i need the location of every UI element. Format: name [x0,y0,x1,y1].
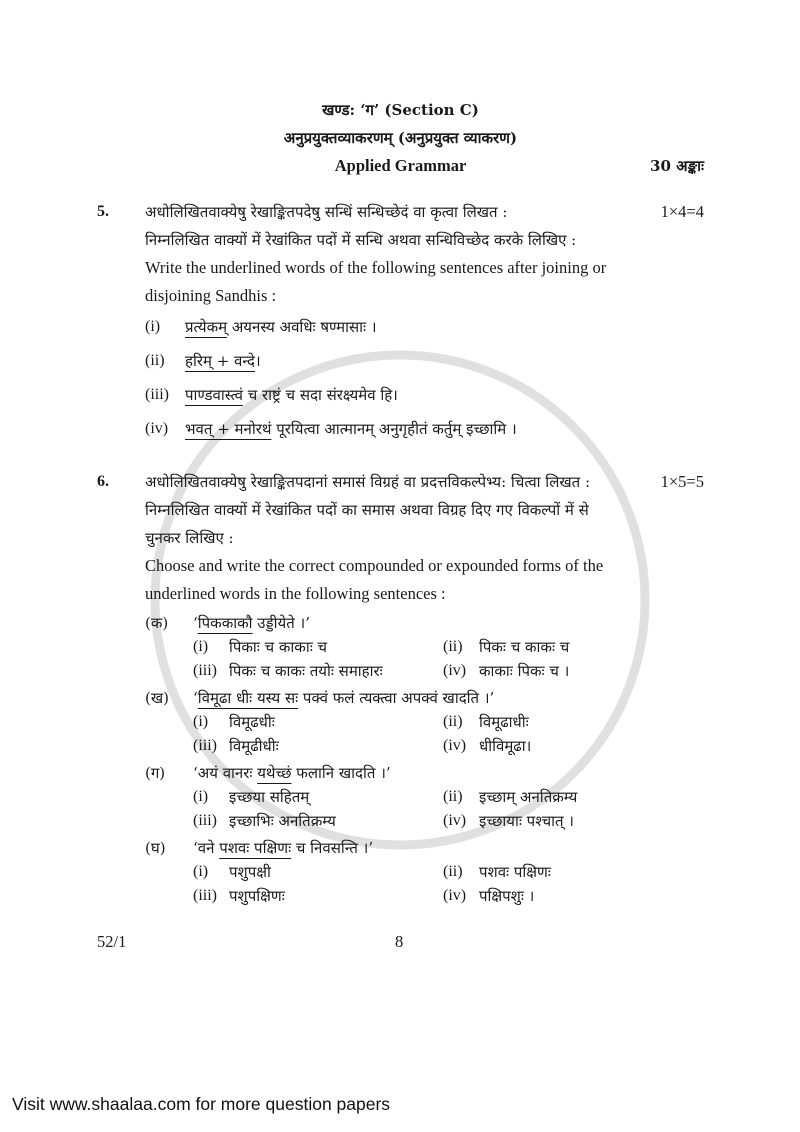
option-label: (ii) [443,788,463,805]
total-marks: 30 अङ्काः [650,157,705,175]
q5-marks: 1×4=4 [660,202,704,221]
option-text: पक्षिपशुः । [479,887,535,905]
underlined-word: हरिम् + वन्दे [185,352,255,370]
item-label: (i) [145,318,161,335]
option-label: (ii) [443,713,463,730]
q6-part-sentence [193,688,704,708]
option [193,884,435,908]
option-text: पशुपक्षी [229,863,271,881]
q6-part-sentence [193,763,704,783]
option-label: (i) [193,638,209,655]
option-grid [145,635,704,683]
part-label: (क) [145,614,169,632]
option-label: (iv) [443,737,467,754]
item-label: (iii) [145,386,169,403]
sentence-prefix: ‘वने [193,839,220,857]
option-text: पिकाः च काकाः च [229,638,328,656]
q5-english-line1: Write the underlined words of the following sentences after joining or [145,258,607,277]
option-grid [145,860,704,908]
option-text: पशवः पक्षिणः [479,863,551,881]
option-text: इच्छायाः पश्चात् । [479,812,574,830]
item-rest: च राष्ट्रं च सदा संरक्ष्यमेव हि। [242,386,398,404]
english-title: Applied Grammar [334,156,467,175]
option-text: विमूढधीः [229,713,275,731]
underlined-word: पाण्डवास्त्वं [185,386,243,404]
option [443,659,704,683]
paper-code: 52/1 [97,932,127,951]
sentence-prefix: ‘अयं वानरः [193,764,258,782]
q6-sanskrit: अधोलिखितवाक्येषु रेखाङ्कितपदानां समासं विग्रहं वा प्रदत्तविकल्पेभ्य: चित्वा लिखत : [145,473,591,491]
underlined-word: भवत् + मनोरथं [185,420,272,438]
sentence-rest: उड्डीयेते ।’ [252,614,311,632]
title-row [97,152,704,180]
option-label: (iv) [443,812,467,829]
q6-part [145,683,704,710]
q6-part [145,833,704,860]
sentence-rest: च निवसन्ति ।’ [291,839,374,857]
q6-part [145,758,704,785]
option [443,884,704,908]
option-text: इच्छाभिः अनतिक्रम्य [229,812,336,830]
q6-parts [97,608,704,908]
item-rest: अयनस्य अवधिः षण्मासाः । [227,318,377,336]
option [443,635,704,659]
visit-link[interactable]: Visit www.shaalaa.com for more question papers [12,1094,391,1114]
option-grid [145,785,704,833]
underlined-word: पिककाकौ [197,614,253,632]
option-label: (i) [193,863,209,880]
option-label: (iii) [193,662,217,679]
part-label: (ग) [145,764,166,782]
page-footer [97,928,704,956]
q6-part [145,608,704,635]
option [443,860,704,884]
subject-heading: अनुप्रयुक्तव्याकरणम् (अनुप्रयुक्त व्याकरण) [283,129,518,147]
option [193,785,435,809]
option-text: इच्छाम् अनतिक्रम्य [479,788,578,806]
option [443,734,704,758]
option-label: (iii) [193,887,217,904]
option-label: (iii) [193,737,217,754]
option [443,710,704,734]
sentence-rest: फलानि खादति ।’ [291,764,391,782]
underlined-word: विमूढा धीः यस्य सः [197,689,299,707]
item-rest: । [255,352,261,370]
item-label: (ii) [145,352,165,369]
page-number: 8 [395,932,404,951]
q6-heading [97,468,704,496]
q6-english-line1: Choose and write the correct compounded or expounded forms of the [145,556,604,575]
option [193,635,435,659]
q5-item [145,378,704,412]
q6-part-sentence [193,838,704,858]
q6-part-sentence [193,613,704,633]
option-label: (ii) [443,638,463,655]
option-label: (i) [193,788,209,805]
underlined-word: पशवः पक्षिणः [219,839,292,857]
q5-item [145,310,704,344]
q6-number: 6. [97,473,109,490]
option-text: पिकः च काकः तयोः समाहारः [229,662,383,680]
option-text: पिकः च काकः च [479,638,570,656]
option [193,860,435,884]
option [193,659,435,683]
q5-item [145,412,704,446]
q6-english-line2: underlined words in the following sentences : [145,584,446,603]
q5-number: 5. [97,203,109,220]
option [443,809,704,833]
sentence-prefix: ‘ [193,689,198,707]
sentence-rest: पक्वं फलं त्यक्त्वा अपक्वं खादति ।’ [298,689,495,707]
option-text: काकाः पिकः च । [479,662,570,680]
option-label: (i) [193,713,209,730]
q6-marks: 1×5=5 [660,472,704,491]
option-text: इच्छया सहितम् [229,788,310,806]
q5-heading [97,198,704,226]
item-rest: पूरयित्वा आत्मानम् अनुगृहीतं कर्तुम् इच्छामि । [271,420,517,438]
section-heading: खण्ड: ‘ग’ (Section C) [322,101,479,119]
option-text: पशुपक्षिणः [229,887,285,905]
option [193,710,435,734]
q5-english-line2: disjoining Sandhis : [145,286,277,305]
q5-item [145,344,704,378]
item-label: (iv) [145,420,169,437]
part-label: (घ) [145,839,166,857]
q6-hindi-line2: चुनकर लिखिए : [145,529,234,547]
q5-hindi: निम्नलिखित वाक्यों में रेखांकित पदों में सन्धि अथवा सन्धिविच्छेद करके लिखिए : [145,231,577,249]
q5-sanskrit: अधोलिखितवाक्येषु रेखाङ्कितपदेषु सन्धिं सन्धिच्छेदं वा कृत्वा लिखत : [145,203,508,221]
underlined-word: यथेच्छं [257,764,292,782]
option-label: (ii) [443,863,463,880]
option [443,785,704,809]
option-label: (iv) [443,662,467,679]
part-label: (ख) [145,689,169,707]
option-text: धीविमूढा। [479,737,532,755]
q6-hindi-line1: निम्नलिखित वाक्यों में रेखांकित पदों का समास अथवा विग्रह दिए गए विकल्पों में से [145,501,589,519]
option [193,734,435,758]
option-text: विमूढीधीः [229,737,279,755]
underlined-word: प्रत्येकम् [185,318,228,336]
option-label: (iii) [193,812,217,829]
option-text: विमूढाधीः [479,713,529,731]
option-grid [145,710,704,758]
option-label: (iv) [443,887,467,904]
option [193,809,435,833]
sentence-prefix: ‘ [193,614,198,632]
